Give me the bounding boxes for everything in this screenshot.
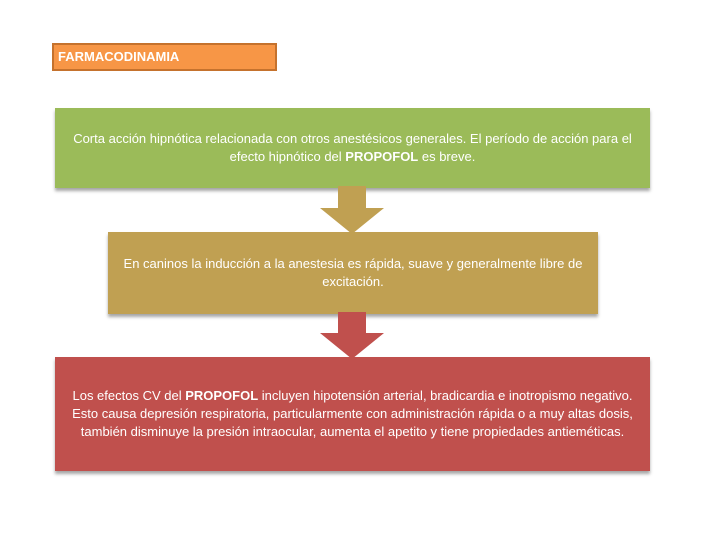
process-step-1-text: Corta acción hipnótica relacionada con otros anestésicos generales. El período de acción para el efecto hipnótico del PROPOFOL es breve. bbox=[73, 131, 632, 164]
down-arrow-2-shape bbox=[320, 312, 384, 359]
process-step-2-text: En caninos la inducción a la anestesia es rápida, suave y generalmente libre de excitación. bbox=[123, 256, 583, 289]
down-arrow-1-shape bbox=[320, 186, 384, 234]
process-step-1 bbox=[55, 108, 650, 188]
process-step-3-text: Los efectos CV del PROPOFOL incluyen hipotensión arterial, bradicardia e inotropismo negativo. Esto causa depresión respiratoria, particularmente con administración rápida o a muy altas dosis, también disminuye la presión intraocular, aumenta el apetito y tiene propiedades antieméticas. bbox=[72, 388, 633, 439]
section-title-label: FARMACODINAMIA bbox=[58, 49, 180, 64]
section-title bbox=[52, 43, 277, 71]
down-arrow-2 bbox=[320, 312, 384, 359]
process-step-3 bbox=[55, 357, 650, 471]
process-step-2 bbox=[108, 232, 598, 314]
down-arrow-1 bbox=[320, 186, 384, 234]
